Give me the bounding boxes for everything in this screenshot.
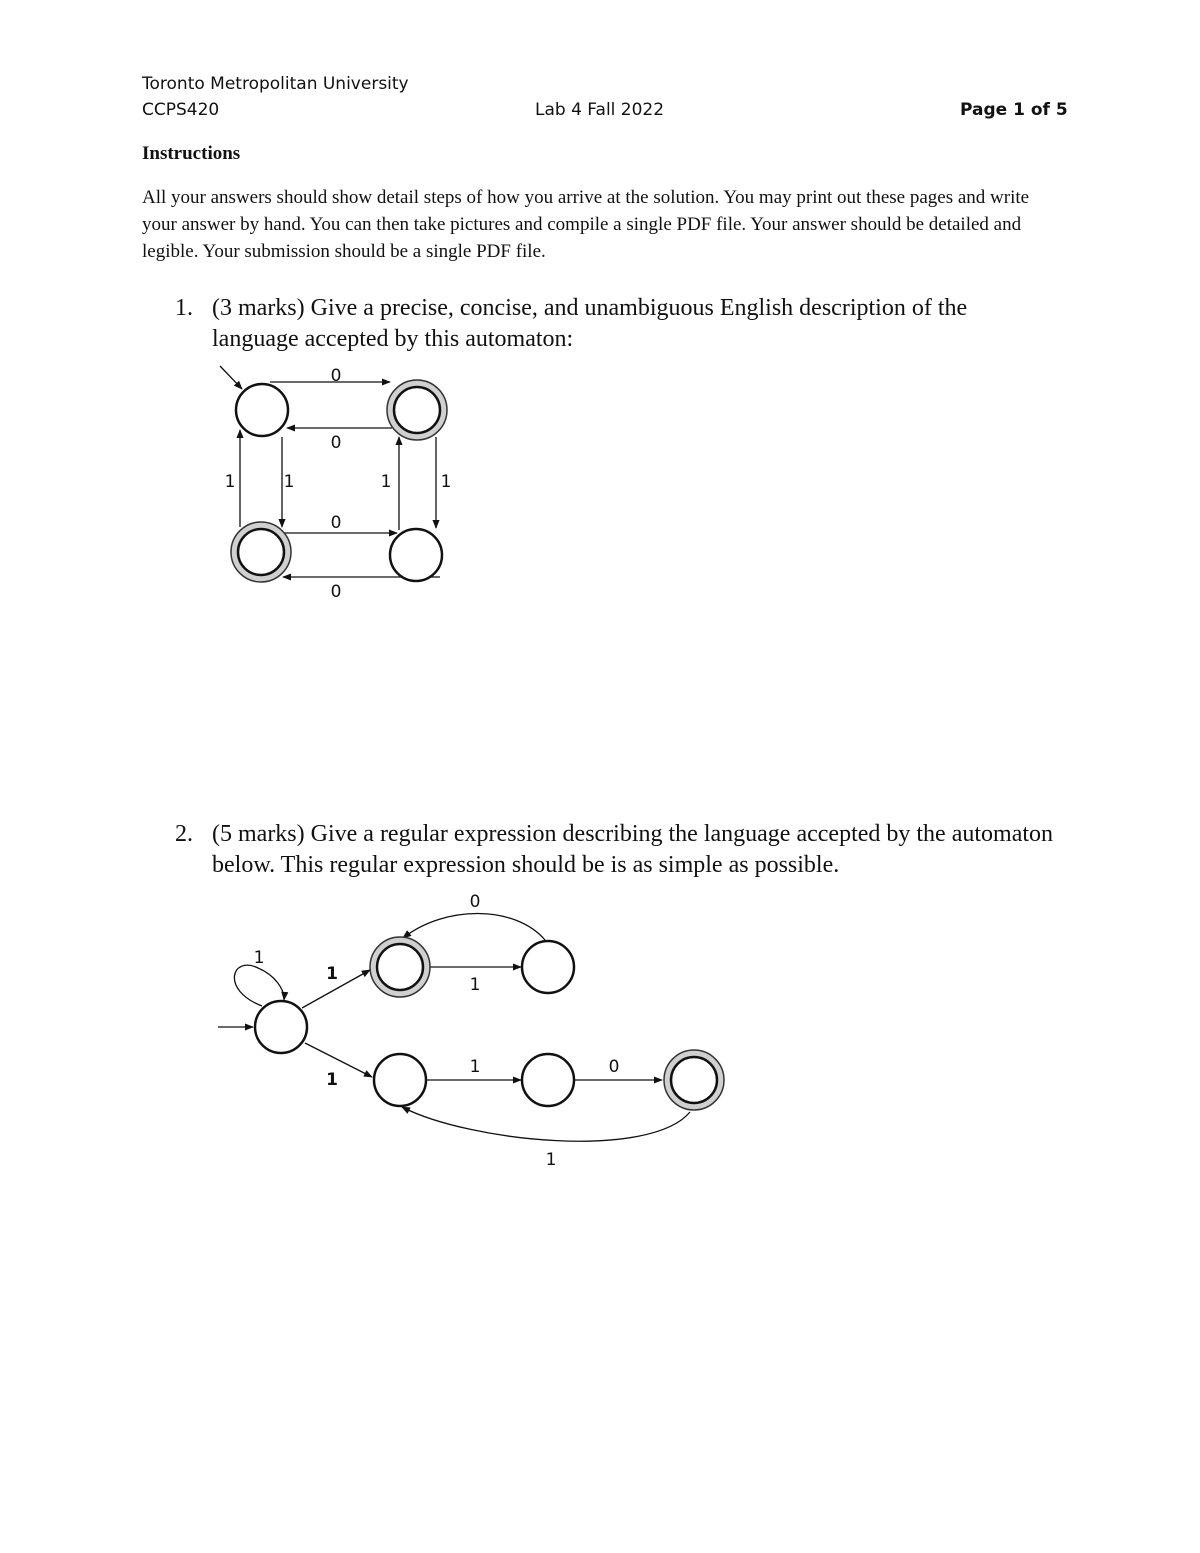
edge-label: 1	[440, 472, 452, 492]
automaton-1	[220, 366, 451, 602]
edge-u-r	[402, 1107, 690, 1141]
edge-label: 0	[330, 513, 342, 533]
edge-label: 0	[469, 892, 481, 912]
edge-label: 1	[326, 964, 338, 984]
question-1-text: (3 marks) Give a precise, concise, and unambiguous English description of the language accepted by this automaton:	[212, 295, 968, 352]
state-b	[394, 387, 440, 433]
state-d	[390, 529, 442, 581]
state-a	[236, 384, 288, 436]
header-university: Toronto Metropolitan University	[142, 74, 409, 94]
edge-label: 1	[283, 472, 295, 492]
edge-s-r	[305, 1043, 372, 1077]
edge-label: 1	[224, 472, 236, 492]
header-course: CCPS420	[142, 100, 220, 120]
edge-label: 0	[330, 366, 342, 386]
state-s	[255, 1001, 307, 1053]
automaton-2	[218, 892, 724, 1170]
instructions-title: Instructions	[142, 143, 241, 164]
state-t	[522, 1054, 574, 1106]
edge-label: 0	[330, 582, 342, 602]
question-1-number: 1.	[175, 295, 193, 321]
edge-label: 0	[608, 1057, 620, 1077]
edge-label: 1	[253, 948, 265, 968]
edge-label: 0	[330, 433, 342, 453]
edge-label: 1	[326, 1070, 338, 1090]
state-p	[377, 944, 423, 990]
state-u	[671, 1057, 717, 1103]
edge-label: 1	[469, 1057, 481, 1077]
header-page-number: Page 1 of 5	[960, 100, 1068, 120]
edge-s-s	[234, 965, 284, 1006]
edge-label: 1	[545, 1150, 557, 1170]
state-r	[374, 1054, 426, 1106]
header-lab: Lab 4 Fall 2022	[535, 100, 665, 120]
edge-label: 1	[469, 975, 481, 995]
start-arrow	[220, 366, 242, 389]
edge-label: 1	[380, 472, 392, 492]
state-q	[522, 941, 574, 993]
instructions-body: All your answers should show detail steps of how you arrive at the solution. You may print out these pages and write your answer by hand. You can then take pictures and compile a single PDF file. Your answer should be detailed and legible. Your submission should be a single PDF file.	[142, 187, 1030, 262]
edge-q-p	[403, 913, 545, 940]
state-c	[238, 529, 284, 575]
question-2-text: (5 marks) Give a regular expression describing the language accepted by the automaton below. This regular expression should be is as simple as possible.	[212, 821, 1054, 878]
question-2-number: 2.	[175, 821, 193, 847]
